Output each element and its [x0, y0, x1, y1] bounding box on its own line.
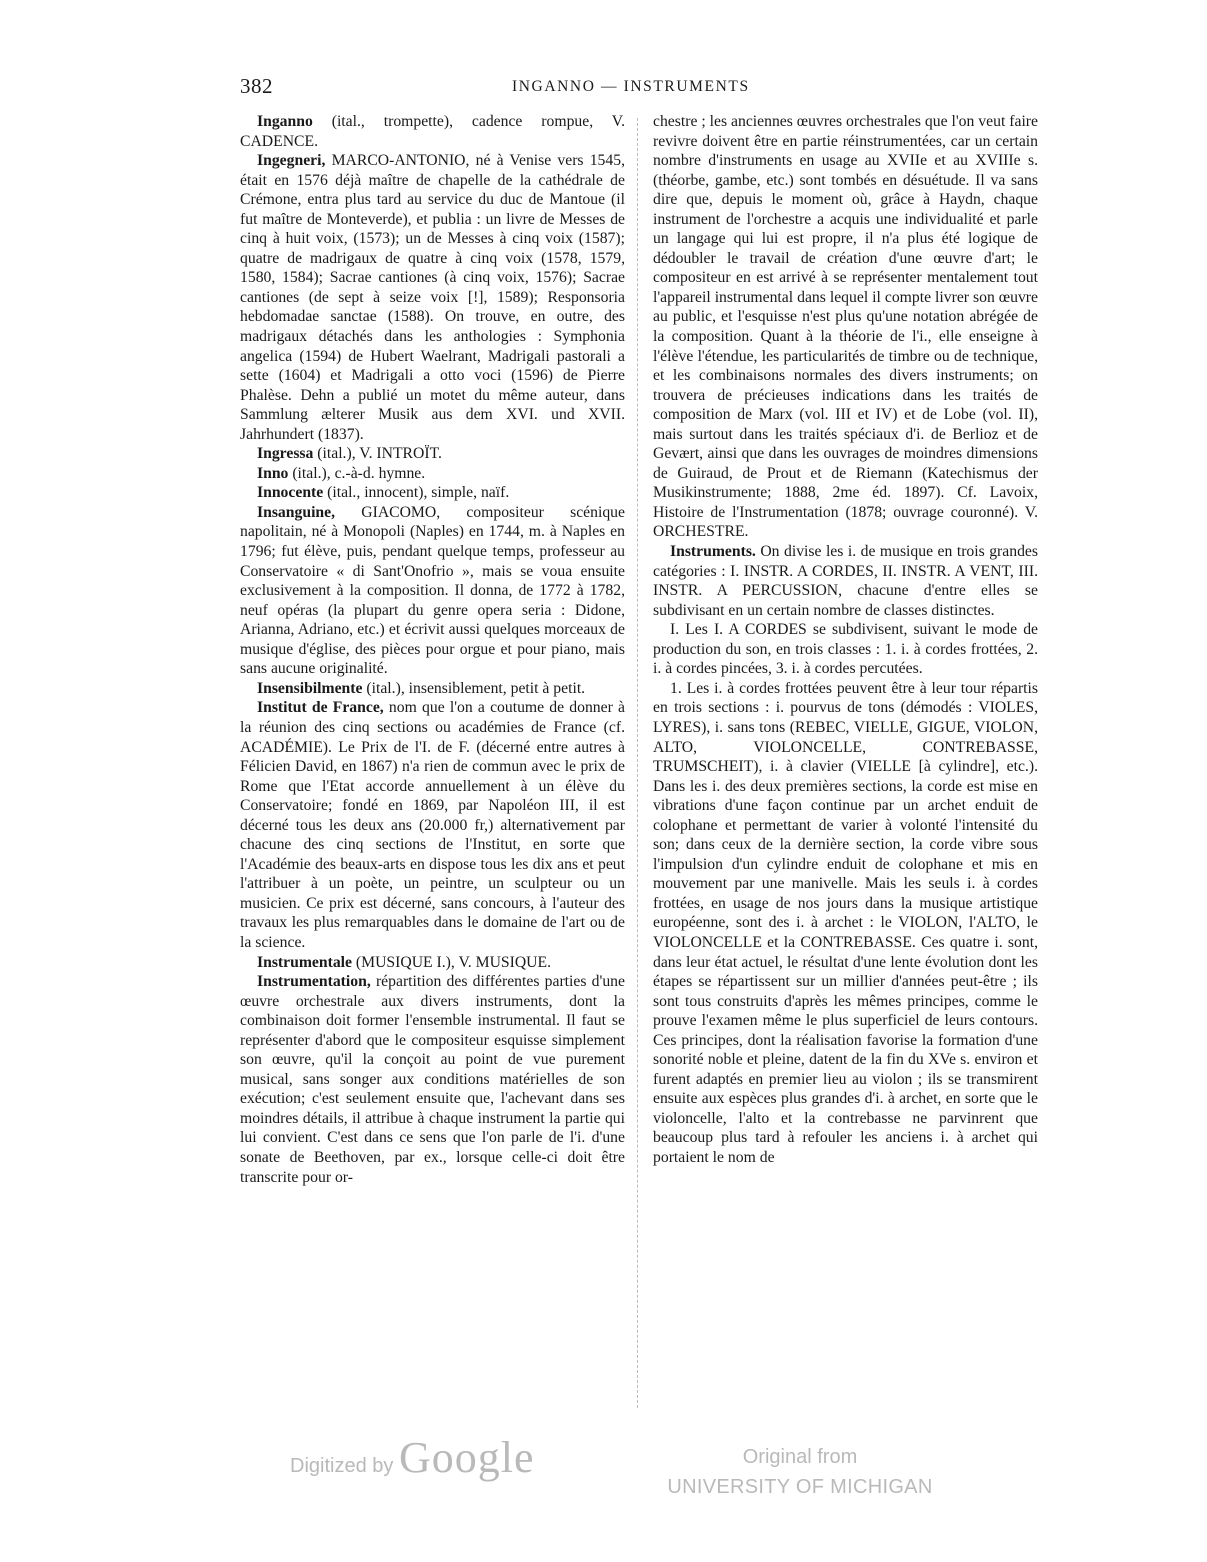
- entry-inganno: [240, 112, 625, 151]
- entry-headword: Ingressa: [257, 445, 314, 463]
- entry-text: (ital.), V. INTROÏT.: [313, 445, 442, 463]
- entry-ingegneri: [240, 151, 625, 444]
- entry-inno: [240, 464, 625, 484]
- entry-text: 1. Les i. à cordes frottées peuvent être à leur tour répartis en trois sections : i. pourvus de tons (démodés : VIOLES, LYRES), i. sans tons (REBEC, VIELLE, GIGUE, VIOLON, ALTO, VIOLONCELLE, CONTREBASSE, TRUMSCHEIT), i. à clavier (VIELLE [à cylindre], etc.). Dans les i. des deux premières sections, la corde est mise en vibrations d'une façon continue par un archet enduit de colophane et permettant de varier à volonté l'intensité du son; dans ceux de la dernière section, la corde vibre sous l'impulsion d'un cylindre enduit de colophane et mis en mouvement par une manivelle. Mais les seuls i. à cordes frottées, en usage de nos jours dans la musique artistique européenne, sont des i. à archet : le VIOLON, l'ALTO, le VIOLONCELLE et la CONTREBASSE. Ces quatre i. sont, dans leur état actuel, le résultat d'une lente évolution dont les étapes se répartissent sur un millier d'années peut-être ; ils sont tous construits d'après les mêmes principes, comme le prouve l'examen même le plus superficiel de leurs contours. Ces principes, dont la réalisation favorise la formation d'une sonorité noble et pleine, datent de la fin du XVe s. environ et furent adaptés en premier lieu au violon ; ils se transmirent ensuite aux espèces plus grandes d'i. à archet, en sorte que le violoncelle, l'alto et la contrebasse ne parvinrent que beaucoup plus tard à refouler les anciens i. à archet qui portaient le nom de: [653, 679, 1038, 1166]
- right-column: [653, 112, 1038, 1168]
- entry-headword: Innocente: [257, 484, 324, 502]
- entry-ingressa: [240, 444, 625, 464]
- entry-headword: Instrumentale: [257, 953, 352, 971]
- entry-headword: Instrumentation,: [257, 973, 371, 991]
- entry-instruments: [653, 542, 1038, 620]
- digitized-prefix: Digitized by: [290, 1455, 394, 1477]
- entry-headword: Insanguine,: [257, 503, 336, 521]
- entry-text: (ital.), insensiblement, petit à petit.: [362, 679, 586, 697]
- entry-text: (ital., innocent), simple, naïf.: [323, 484, 510, 502]
- entry-text: (MUSIQUE I.), V. MUSIQUE.: [352, 953, 552, 971]
- entry-text: répartition des différentes parties d'une œuvre orchestrale aux divers instruments, dont la combinaison doit former l'ensemble instrumental. Il faut se représenter d'abord que le compositeur esquisse simplement son œuvre, qu'il la conçoit au point de vue purement musical, sans songer aux conditions matérielles de son exécution; c'est seulement ensuite que, l'achevant dans ses moindres détails, il attribue à chaque instrument la partie qui lui convient. C'est dans ce sens que l'on parle de l'i. d'une sonate de Beethoven, par ex., lorsque celle-ci doit être transcrite pour or-: [240, 973, 625, 1186]
- paragraph-cordes: [653, 620, 1038, 679]
- entry-text: (ital., trompette), cadence rompue, V. CADENCE.: [240, 113, 625, 150]
- entry-headword: Instruments.: [670, 543, 756, 561]
- entry-instrumentale: [240, 953, 625, 973]
- paragraph-cordes-frottees: [653, 679, 1038, 1168]
- entry-text: GIACOMO, compositeur scénique napolitain, né à Monopoli (Naples) en 1744, m. à Naples en 1796; fut élève, puis, pendant quelque temps, professeur au Conservatoire « di Sant'Onofrio », mais se voua ensuite exclusivement à la composition. Il donna, de 1772 à 1782, neuf opéras (la plupart du genre opera seria : Didone, Arianna, Adriano, etc.) et écrivit aussi quelques morceaux de musique d'église, des pièces pour orgue et pour piano, mais sans aucune originalité.: [240, 503, 625, 678]
- entry-headword: Inno: [257, 464, 289, 482]
- entry-innocente: [240, 483, 625, 503]
- original-from-watermark: [665, 1442, 935, 1502]
- entry-text: On divise les i. de musique en trois grandes catégories : I. INSTR. A CORDES, II. INSTR. A VENT, III. INSTR. A PERCUSSION, chacune d'entre elles se subdivisant en un certain nombre de classes distinctes.: [653, 543, 1038, 619]
- entry-headword: Institut de France,: [257, 699, 384, 717]
- digitized-by-google-watermark: [290, 1432, 534, 1483]
- entry-text: chestre ; les anciennes œuvres orchestrales que l'on veut faire revivre doivent être en partie réinstrumentées, car un certain nombre d'instruments en usage au XVIIe et au XVIIIe s. (théorbe, gambe, etc.) sont tombés en désuétude. Il va sans dire que, depuis le moment où, grâce à Haydn, chaque instrument de l'orchestre a acquis une individualité et parle un langage qui lui est propre, il n'a plus été logique de dédoubler le travail de création d'une œuvre d'art; le compositeur en est arrivé à se représenter mentalement tout l'appareil instrumental dans lequel il compte livrer son œuvre au public, et l'esquisse n'est plus qu'une notation abrégée de la composition. Quant à la théorie de l'i., elle enseigne à l'élève l'étendue, les particularités de timbre ou de technique, et les combinaisons normales des divers instruments; on trouvera de précieuses indications dans les traités de composition de Marx (vol. III et IV) et de Lobe (vol. II), mais surtout dans les traités spéciaux d'i. de Berlioz et de Gevært, ainsi que dans les ouvrages de moindres dimensions de Guiraud, de Prout et de Riemann (Katechismus der Musikinstrumente; 1888, 2me éd. 1897). Cf. Lavoix, Histoire de l'Instrumentation (1878; ouvrage couronné). V. ORCHESTRE.: [653, 113, 1038, 541]
- column-separator: [637, 118, 638, 1408]
- entry-text: nom que l'on a coutume de donner à la réunion des cinq sections ou académies de France (cf. ACADÉMIE). Le Prix de l'I. de F. (décerné entre autres à Félicien David, en 1867) n'a rien de commun avec le prix de Rome que l'Etat accorde annuellement à un élève du Conservatoire; fondé en 1869, par Napoléon III, il est décerné tous les deux ans (20.000 fr,) alternativement par chacune des cinq sections de l'Institut, en sorte que l'Académie des beaux-arts en dispose tous les dix ans et peut l'attribuer à un poète, un peintre, un sculpteur ou un musicien. Ce prix est décerné, sans concours, à l'auteur des travaux les plus remarquables dans le domaine de l'art ou de la science.: [240, 699, 625, 951]
- entry-text: I. Les I. A CORDES se subdivisent, suivant le mode de production du son, en trois classes : 1. i. à cordes frottées, 2. i. à cordes pincées, 3. i. à cordes percutées.: [653, 621, 1038, 678]
- entry-instrumentation-continued: [653, 112, 1038, 542]
- university-label: UNIVERSITY OF MICHIGAN: [667, 1476, 933, 1498]
- original-from-label: Original from: [742, 1446, 858, 1468]
- entry-text: MARCO-ANTONIO, né à Venise vers 1545, était en 1576 déjà maître de chapelle de la cathédrale de Crémone, entra plus tard au service du duc de Mantoue (il fut maître de Monteverde), et publia : un livre de Messes de cinq à huit voix, (1573); un de Messes à cinq voix (1587); quatre de madrigaux de quatre à cinq voix (1578, 1579, 1580, 1584); Sacrae cantiones (à cinq voix, 1576); Sacrae cantiones (de sept à seize voix [!], 1589); Responsoria hebdomadae sanctae (1588). On trouve, en outre, des madrigaux détachés dans les anthologies : Symphonia angelica (1594) de Hubert Waelrant, Madrigali pastorali a sette (1604) et Madrigali a otto voci (1596) de Pierre Phalèse. Dehn a publié un motet du même auteur, dans Sammlung ælterer Musik aus dem XVI. und XVII. Jahrhundert (1837).: [240, 152, 625, 443]
- entry-headword: Inganno: [257, 113, 313, 130]
- entry-instrumentation: [240, 972, 625, 1187]
- entry-institut-de-france: [240, 698, 625, 952]
- entry-insanguine: [240, 503, 625, 679]
- google-logo: Google: [398, 1433, 535, 1482]
- entry-text: (ital.), c.-à-d. hymne.: [288, 464, 426, 482]
- running-head: INGANNO — INSTRUMENTS: [512, 78, 750, 95]
- entry-headword: Insensibilmente: [257, 679, 363, 697]
- entry-insensibilmente: [240, 679, 625, 699]
- left-column: [240, 112, 625, 1187]
- entry-headword: Ingegneri,: [257, 152, 326, 170]
- page-number: 382: [240, 74, 273, 98]
